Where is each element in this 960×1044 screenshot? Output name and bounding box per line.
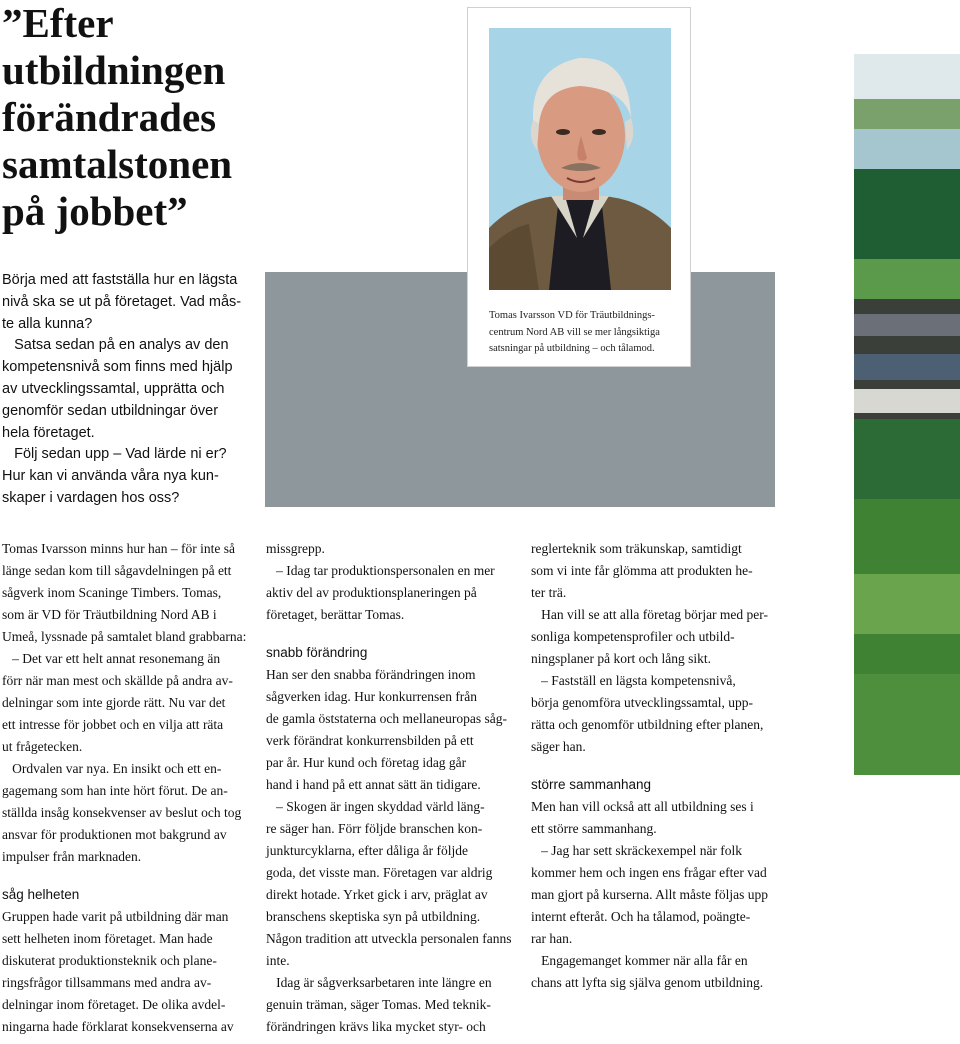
intro-line: hela företaget. — [2, 424, 95, 441]
body-line: aktiv del av produktionsplaneringen på — [266, 585, 477, 600]
body-line: ansvar för produktionen mot bakgrund av — [2, 827, 227, 842]
body-line: – Det var ett helt annat resonemang än — [2, 651, 221, 666]
body-line: sågverken idag. Hur konkurrensen från — [266, 689, 478, 704]
body-line: – Jag har sett skräckexempel när folk — [531, 843, 743, 858]
portrait-frame — [467, 7, 691, 367]
body-line: – Fastställ en lägsta kompetensnivå, — [531, 673, 736, 688]
body-line: de gamla öststaterna och mellaneuropas såg- — [266, 711, 508, 726]
body-line: rar han. — [531, 931, 573, 946]
body-line: impulser från marknaden. — [2, 849, 142, 864]
body-line: ter trä. — [531, 585, 567, 600]
portrait-image — [489, 28, 671, 290]
body-line: som är VD för Träutbildning Nord AB i — [2, 607, 217, 622]
intro-line: kompetensnivå som finns med hjälp — [2, 359, 233, 376]
body-line: rätta och genomför utbildning efter planen, — [531, 717, 764, 732]
section-heading: såg helheten — [2, 887, 80, 902]
body-line: Men han vill också att all utbildning ses i — [531, 799, 754, 814]
caption-line: satsningar på utbildning – och tålamod. — [489, 343, 655, 354]
body-line: internt efteråt. Och ha tålamod, poängte- — [531, 909, 751, 924]
body-line: man gjort på kurserna. Allt måste följas upp — [531, 887, 768, 902]
section-heading: snabb förändring — [266, 645, 368, 660]
body-line: sett helheten inom företaget. Man hade — [2, 931, 213, 946]
body-line: genuin träman, säger Tomas. Med teknik- — [266, 997, 491, 1012]
body-line: – Idag tar produktionspersonalen en mer — [266, 563, 495, 578]
body-line: Ordvalen var nya. En insikt och ett en- — [2, 761, 222, 776]
body-line: direkt hotade. Yrket gick i arv, präglat av — [266, 887, 488, 902]
body-line: Han ser den snabba förändringen inom — [266, 667, 476, 682]
body-line: ningarna hade förklarat konsekvenserna av — [2, 1019, 234, 1034]
pull-quote-line: utbildningen — [2, 47, 226, 93]
intro-line: Börja med att fastställa hur en lägsta — [2, 272, 238, 288]
body-line: som vi inte får glömma att produkten he- — [531, 563, 753, 578]
photo-caption — [489, 308, 689, 358]
body-line: goda, det visste man. Företagen var aldrig — [266, 865, 493, 880]
body-line: hand i hand på ett annat sätt än tidigare. — [266, 777, 481, 792]
article-column-1 — [2, 538, 247, 1038]
pull-quote-line: ”Efter — [2, 0, 114, 46]
intro-line: Satsa sedan på en analys av den — [2, 337, 229, 354]
intro-line: te alla kunna? — [2, 315, 93, 332]
section-heading: större sammanhang — [531, 777, 652, 792]
body-line: Någon tradition att utveckla personalen fanns — [266, 931, 512, 946]
body-line: delningar inom företaget. De olika avdel- — [2, 997, 226, 1012]
caption-line: Tomas Ivarsson VD för Träutbildnings- — [489, 310, 655, 321]
body-line: förr när man mest och skällde på andra av- — [2, 673, 233, 688]
body-line: missgrepp. — [266, 541, 325, 556]
pull-quote-line: förändrades — [2, 94, 217, 140]
body-line: Idag är sågverksarbetaren inte längre en — [266, 975, 492, 990]
body-line: junkturcyklarna, efter dåliga år följde — [266, 843, 469, 858]
article-column-2 — [266, 538, 511, 1038]
pull-quote — [2, 0, 272, 235]
body-line: kommer hem och ingen ens frågar efter vad — [531, 865, 767, 880]
body-line: – Skogen är ingen skyddad värld läng- — [266, 799, 485, 814]
article-column-3 — [531, 538, 776, 994]
body-line: gagemang som han inte hört förut. De an- — [2, 783, 228, 798]
body-line: ställda insåg konsekvenser av beslut och tog — [2, 805, 242, 820]
body-line: ut frågetecken. — [2, 739, 83, 754]
body-line: Han vill se att alla företag börjar med per- — [531, 607, 769, 622]
body-line: ett större sammanhang. — [531, 821, 657, 836]
body-line: ringsfrågor tillsammans med andra av- — [2, 975, 212, 990]
body-line: inte. — [266, 953, 290, 968]
body-line: säger han. — [531, 739, 586, 754]
body-line: sågverk inom Scaninge Timbers. Tomas, — [2, 585, 222, 600]
intro-line: av utvecklingssamtal, upprätta och — [2, 380, 225, 397]
body-line: börja genomföra utvecklingssamtal, upp- — [531, 695, 753, 710]
landscape-image — [854, 54, 960, 775]
body-line: företaget, berättar Tomas. — [266, 607, 405, 622]
body-line: förändringen krävs lika mycket styr- och — [266, 1019, 486, 1034]
body-line: branschens skeptiska syn på utbildning. — [266, 909, 481, 924]
intro-line: Hur kan vi använda våra nya kun- — [2, 468, 219, 485]
body-line: Tomas Ivarsson minns hur han – för inte så — [2, 541, 236, 556]
body-line: ningsplaner på kort och lång sikt. — [531, 651, 711, 666]
portrait-photo — [489, 28, 671, 290]
body-line: chans att lyfta sig själva genom utbildning. — [531, 975, 764, 990]
body-line: Umeå, lyssnade på samtalet bland grabbarna: — [2, 629, 247, 644]
pull-quote-line: på jobbet” — [2, 188, 188, 234]
landscape-photo — [854, 54, 960, 775]
body-line: diskuterat produktionsteknik och plane- — [2, 953, 217, 968]
intro-line: Följ sedan upp – Vad lärde ni er? — [2, 446, 227, 463]
body-line: reglerteknik som träkunskap, samtidigt — [531, 541, 742, 556]
intro-box — [2, 270, 252, 510]
intro-line: skaper i vardagen hos oss? — [2, 489, 180, 506]
body-line: delningar som inte gjorde rätt. Nu var det — [2, 695, 226, 710]
pull-quote-line: samtalstonen — [2, 141, 233, 187]
caption-line: centrum Nord AB vill se mer långsiktiga — [489, 326, 660, 338]
body-line: länge sedan kom till sågavdelningen på ett — [2, 563, 232, 578]
body-line: verk förändrat konkurrensbilden på ett — [266, 733, 474, 748]
body-line: sonliga kompetensprofiler och utbild- — [531, 629, 735, 644]
intro-line: nivå ska se ut på företaget. Vad mås- — [2, 293, 242, 310]
body-line: ett intresse för jobbet och en vilja att räta — [2, 717, 224, 732]
body-line: par år. Hur kund och företag idag går — [266, 755, 467, 770]
body-line: Engagemanget kommer när alla får en — [531, 953, 748, 968]
body-line: Gruppen hade varit på utbildning där man — [2, 909, 229, 924]
body-line: re säger han. Förr följde branschen kon- — [266, 821, 483, 836]
intro-line: genomför sedan utbildningar över — [2, 402, 219, 419]
